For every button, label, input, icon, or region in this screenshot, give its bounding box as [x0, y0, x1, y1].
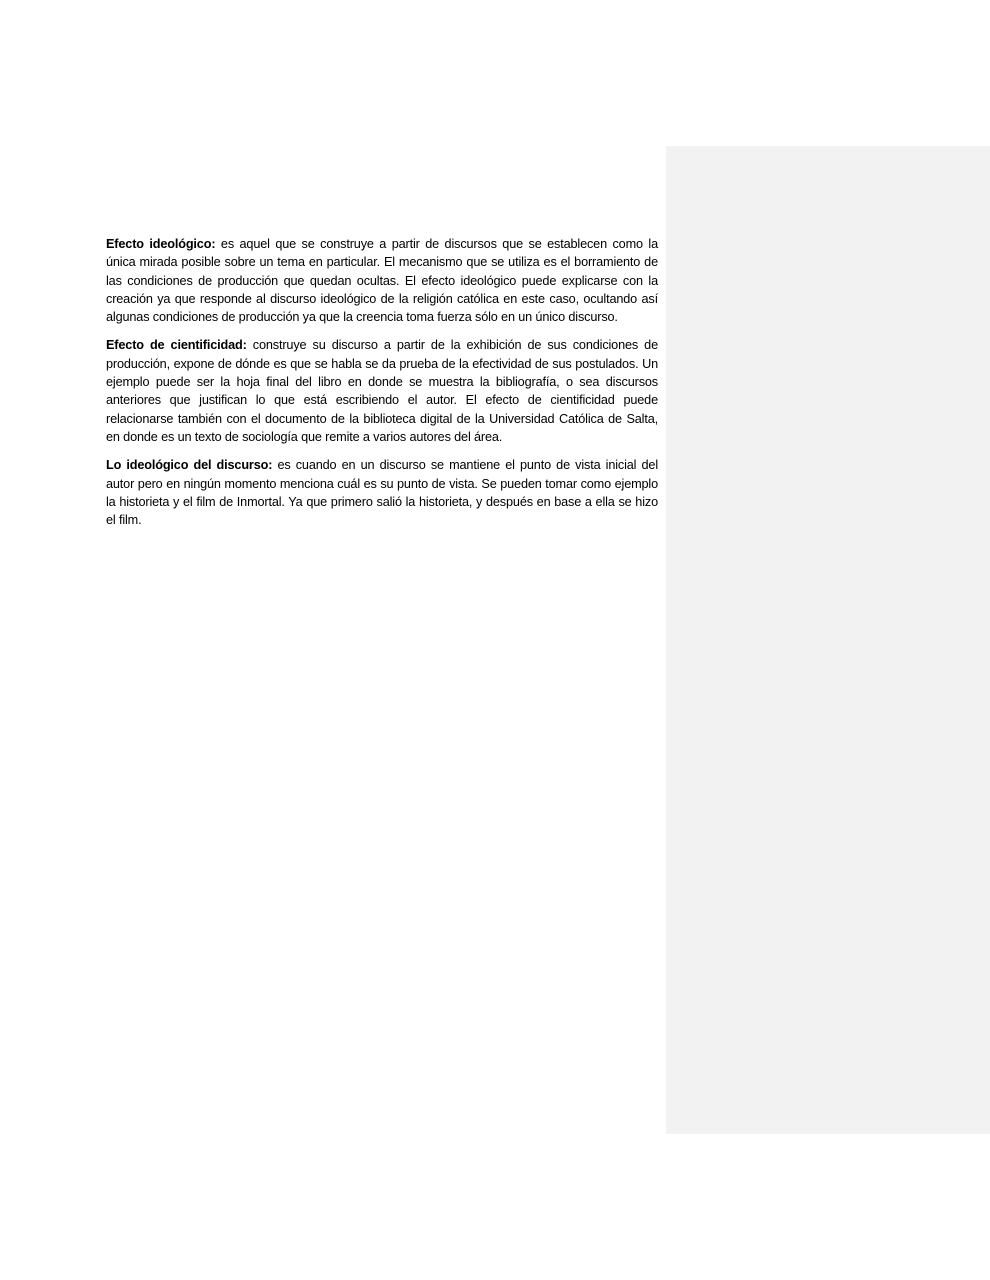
paragraph-text: es cuando en un discurso se mantiene el punto de vista inicial del autor pero en ningún momento menciona cuál es su punto de vista. Se pueden tomar como ejemplo la historieta y el film de Inmortal. Ya que primero salió la historieta, y después en base a ella se hizo el film. [106, 458, 658, 528]
paragraph-text: es aquel que se construye a partir de discursos que se establecen como la única mirada posible sobre un tema en particular. El mecanismo que se utiliza es el borramiento de las condiciones de producción que quedan ocultas. El efecto ideológico puede explicarse con la creación ya que responde al discurso ideológico de la religión católica en este caso, ocultando así algunas condiciones de producción ya que la creencia toma fuerza sólo en un único discurso. [106, 237, 658, 325]
document-body [106, 235, 658, 539]
paragraph-text: construye su discurso a partir de la exhibición de sus condiciones de producción, expone de dónde es que se habla se da prueba de la efectividad de sus postulados. Un ejemplo puede ser la hoja final del libro en donde se muestra la bibliografía, o sea discursos anteriores que justifican lo que está escribiendo el autor. El efecto de cientificidad puede relacionarse también con el documento de la biblioteca digital de la Universidad Católica de Salta, en donde es un texto de sociología que remite a varios autores del área. [106, 338, 658, 444]
paragraph-term: Lo ideológico del discurso: [106, 458, 273, 473]
comment-pane [666, 146, 990, 1134]
paragraph-term: Efecto ideológico: [106, 237, 216, 251]
paragraph-term: Efecto de cientificidad: [106, 338, 247, 353]
paragraph-lo-ideologico-del-discurso [106, 456, 658, 529]
paragraph-efecto-de-cientificidad [106, 336, 658, 446]
paragraph-efecto-ideologico [106, 235, 658, 326]
